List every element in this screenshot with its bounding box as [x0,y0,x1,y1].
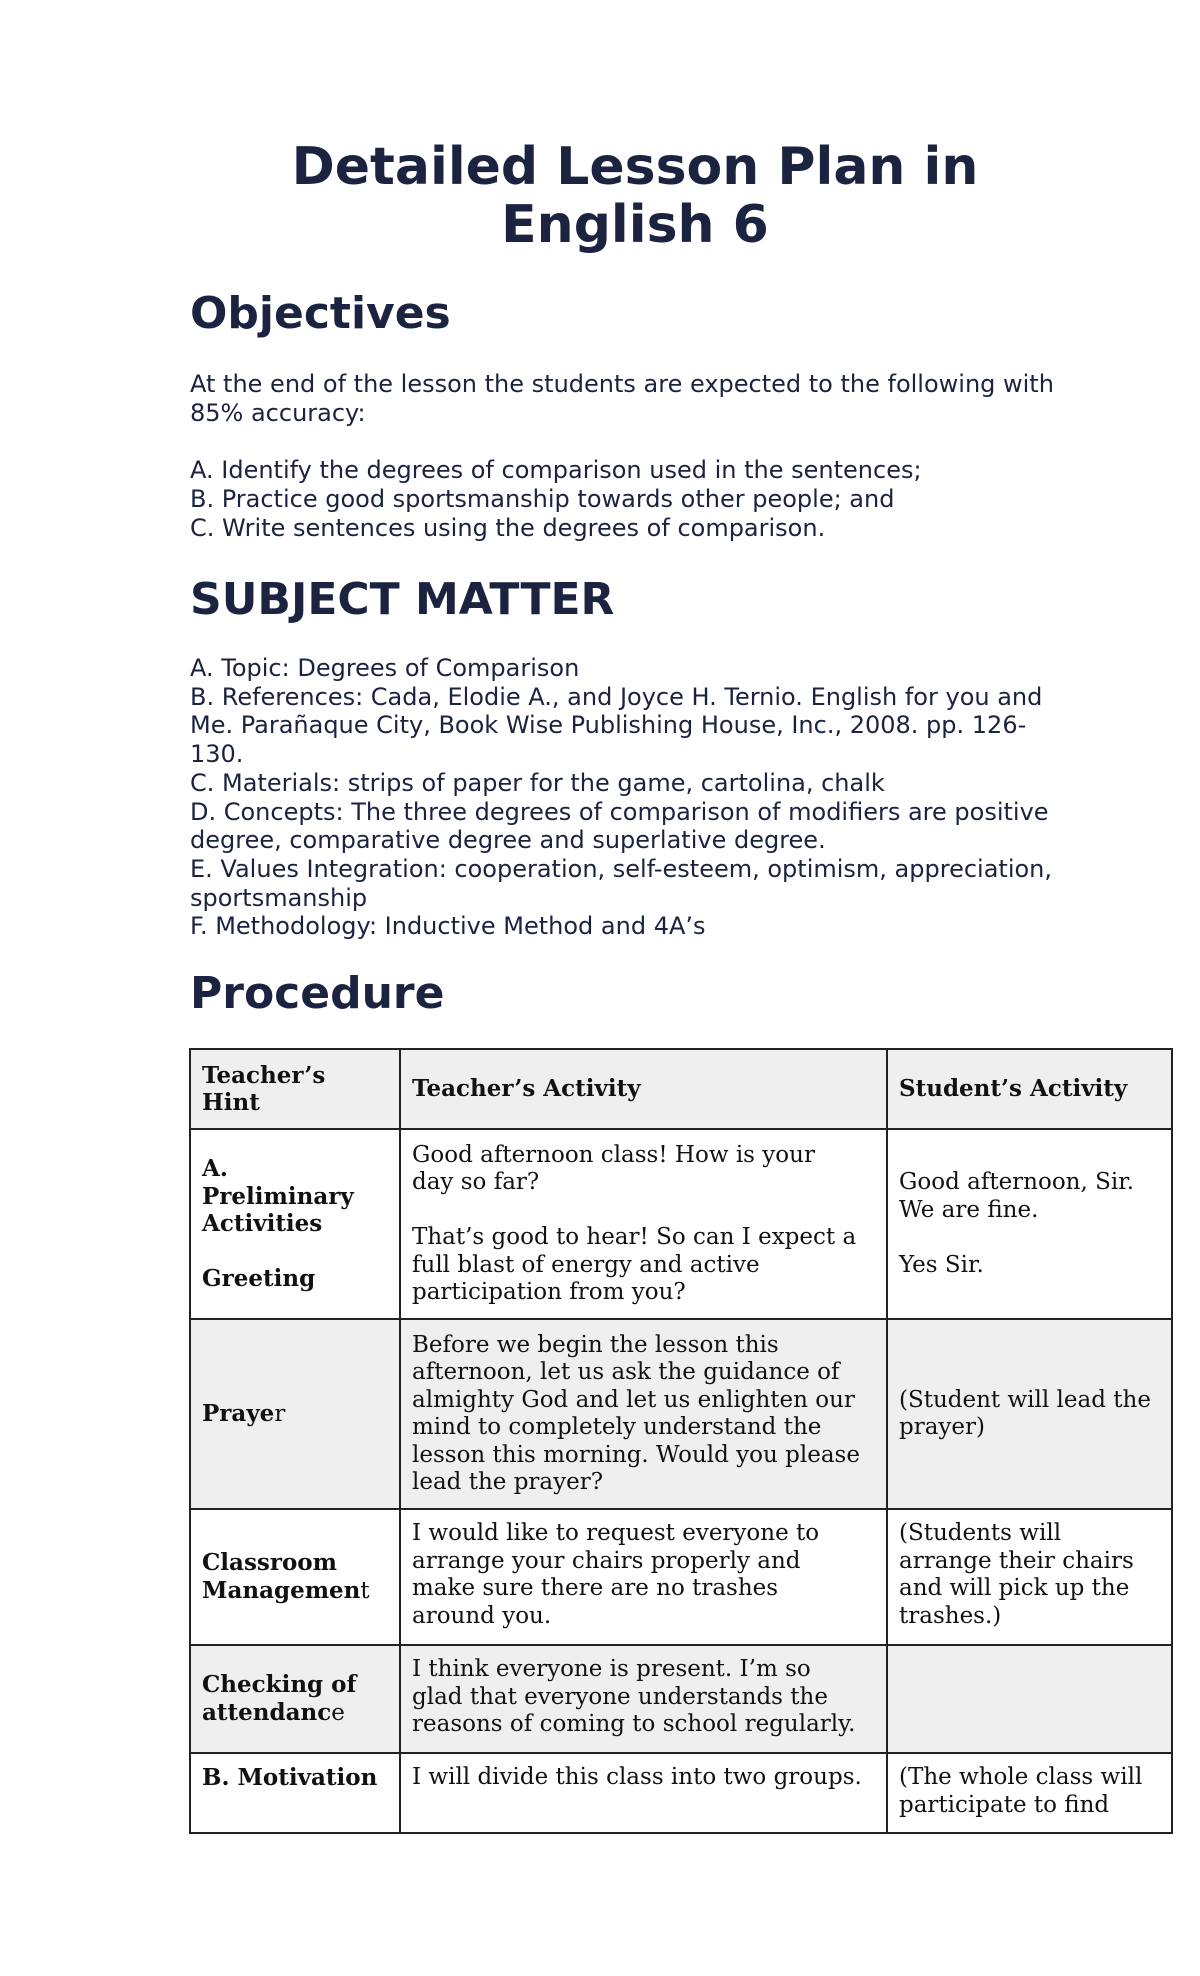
table-row [190,1509,1172,1645]
subject-matter-heading: SUBJECT MATTER [190,574,615,625]
subject-matter-line: A. Topic: Degrees of Comparison [190,654,580,682]
objective-item: C. Write sentences using the degrees of comparison. [190,513,826,542]
procedure-table [189,1048,1173,1834]
subject-matter-line: C. Materials: strips of paper for the game, cartolina, chalk [190,768,885,797]
table-row [190,1129,1172,1319]
objective-item: B. Practice good sportsmanship towards other people; and [190,484,895,513]
objectives-text [190,370,1090,542]
hint-cell: Classroom Management [190,1509,400,1645]
student-activity-cell: (Student will lead the prayer) [887,1319,1172,1509]
procedure-heading: Procedure [190,968,445,1019]
teacher-activity-cell: I would like to request everyone to arrange your chairs properly and make sure there are no trashes around you. [400,1509,887,1645]
subject-matter-line: B. References: Cada, Elodie A., and Joyce H. Ternio. English for you and [190,682,1043,711]
objectives-intro-line: At the end of the lesson the students are expected to the following with [190,370,1054,398]
subject-matter-text [190,654,1090,941]
table-row [190,1753,1172,1833]
hint-cell: B. Motivation [190,1753,400,1833]
title-line: English 6 [501,195,769,255]
subject-matter-line: E. Values Integration: cooperation, self-esteem, optimism, appreciation, [190,854,1053,883]
teacher-activity-cell: I think everyone is present. I’m so glad that everyone understands the reasons of coming to school regularly. [400,1645,887,1753]
student-activity-cell: (The whole class will participate to find [887,1753,1172,1833]
student-activity-cell: Good afternoon, Sir. We are fine. Yes Sir. [887,1129,1172,1319]
header-teachers-activity: Teacher’s Activity [400,1049,887,1129]
student-activity-cell: (Students will arrange their chairs and will pick up the trashes.) [887,1509,1172,1645]
teacher-activity-cell: Good afternoon class! How is your day so far? That’s good to hear! So can I expect a full blast of energy and active participation from you? [400,1129,887,1319]
table-header-row [190,1049,1172,1129]
subject-matter-line: sportsmanship [190,883,368,912]
subject-matter-line: D. Concepts: The three degrees of comparison of modifiers are positive [190,797,1049,826]
hint-cell: Prayer [190,1319,400,1509]
subject-matter-line: 130. [190,740,244,769]
student-activity-cell [887,1645,1172,1753]
subject-matter-line: Me. Parañaque City, Book Wise Publishing House, Inc., 2008. pp. 126- [190,711,1027,740]
header-students-activity: Student’s Activity [887,1049,1172,1129]
hint-cell: Checking of attendance [190,1645,400,1753]
hint-cell: A. Preliminary Activities Greeting [190,1129,400,1319]
subject-matter-line: F. Methodology: Inductive Method and 4A’s [190,912,706,941]
title-line: Detailed Lesson Plan in [291,137,979,197]
teacher-activity-cell: I will divide this class into two groups. [400,1753,887,1833]
table-row [190,1645,1172,1753]
subject-matter-line: degree, comparative degree and superlative degree. [190,826,826,855]
objective-item: A. Identify the degrees of comparison used in the sentences; [190,456,922,485]
document-title [150,138,1120,254]
header-teachers-hint: Teacher’s Hint [190,1049,400,1129]
objectives-intro-line: 85% accuracy: [190,398,366,427]
teacher-activity-cell: Before we begin the lesson this afternoon, let us ask the guidance of almighty God and let us enlighten our mind to completely understand the lesson this morning. Would you please lead the prayer? [400,1319,887,1509]
objectives-heading: Objectives [190,288,451,339]
table-row [190,1319,1172,1509]
